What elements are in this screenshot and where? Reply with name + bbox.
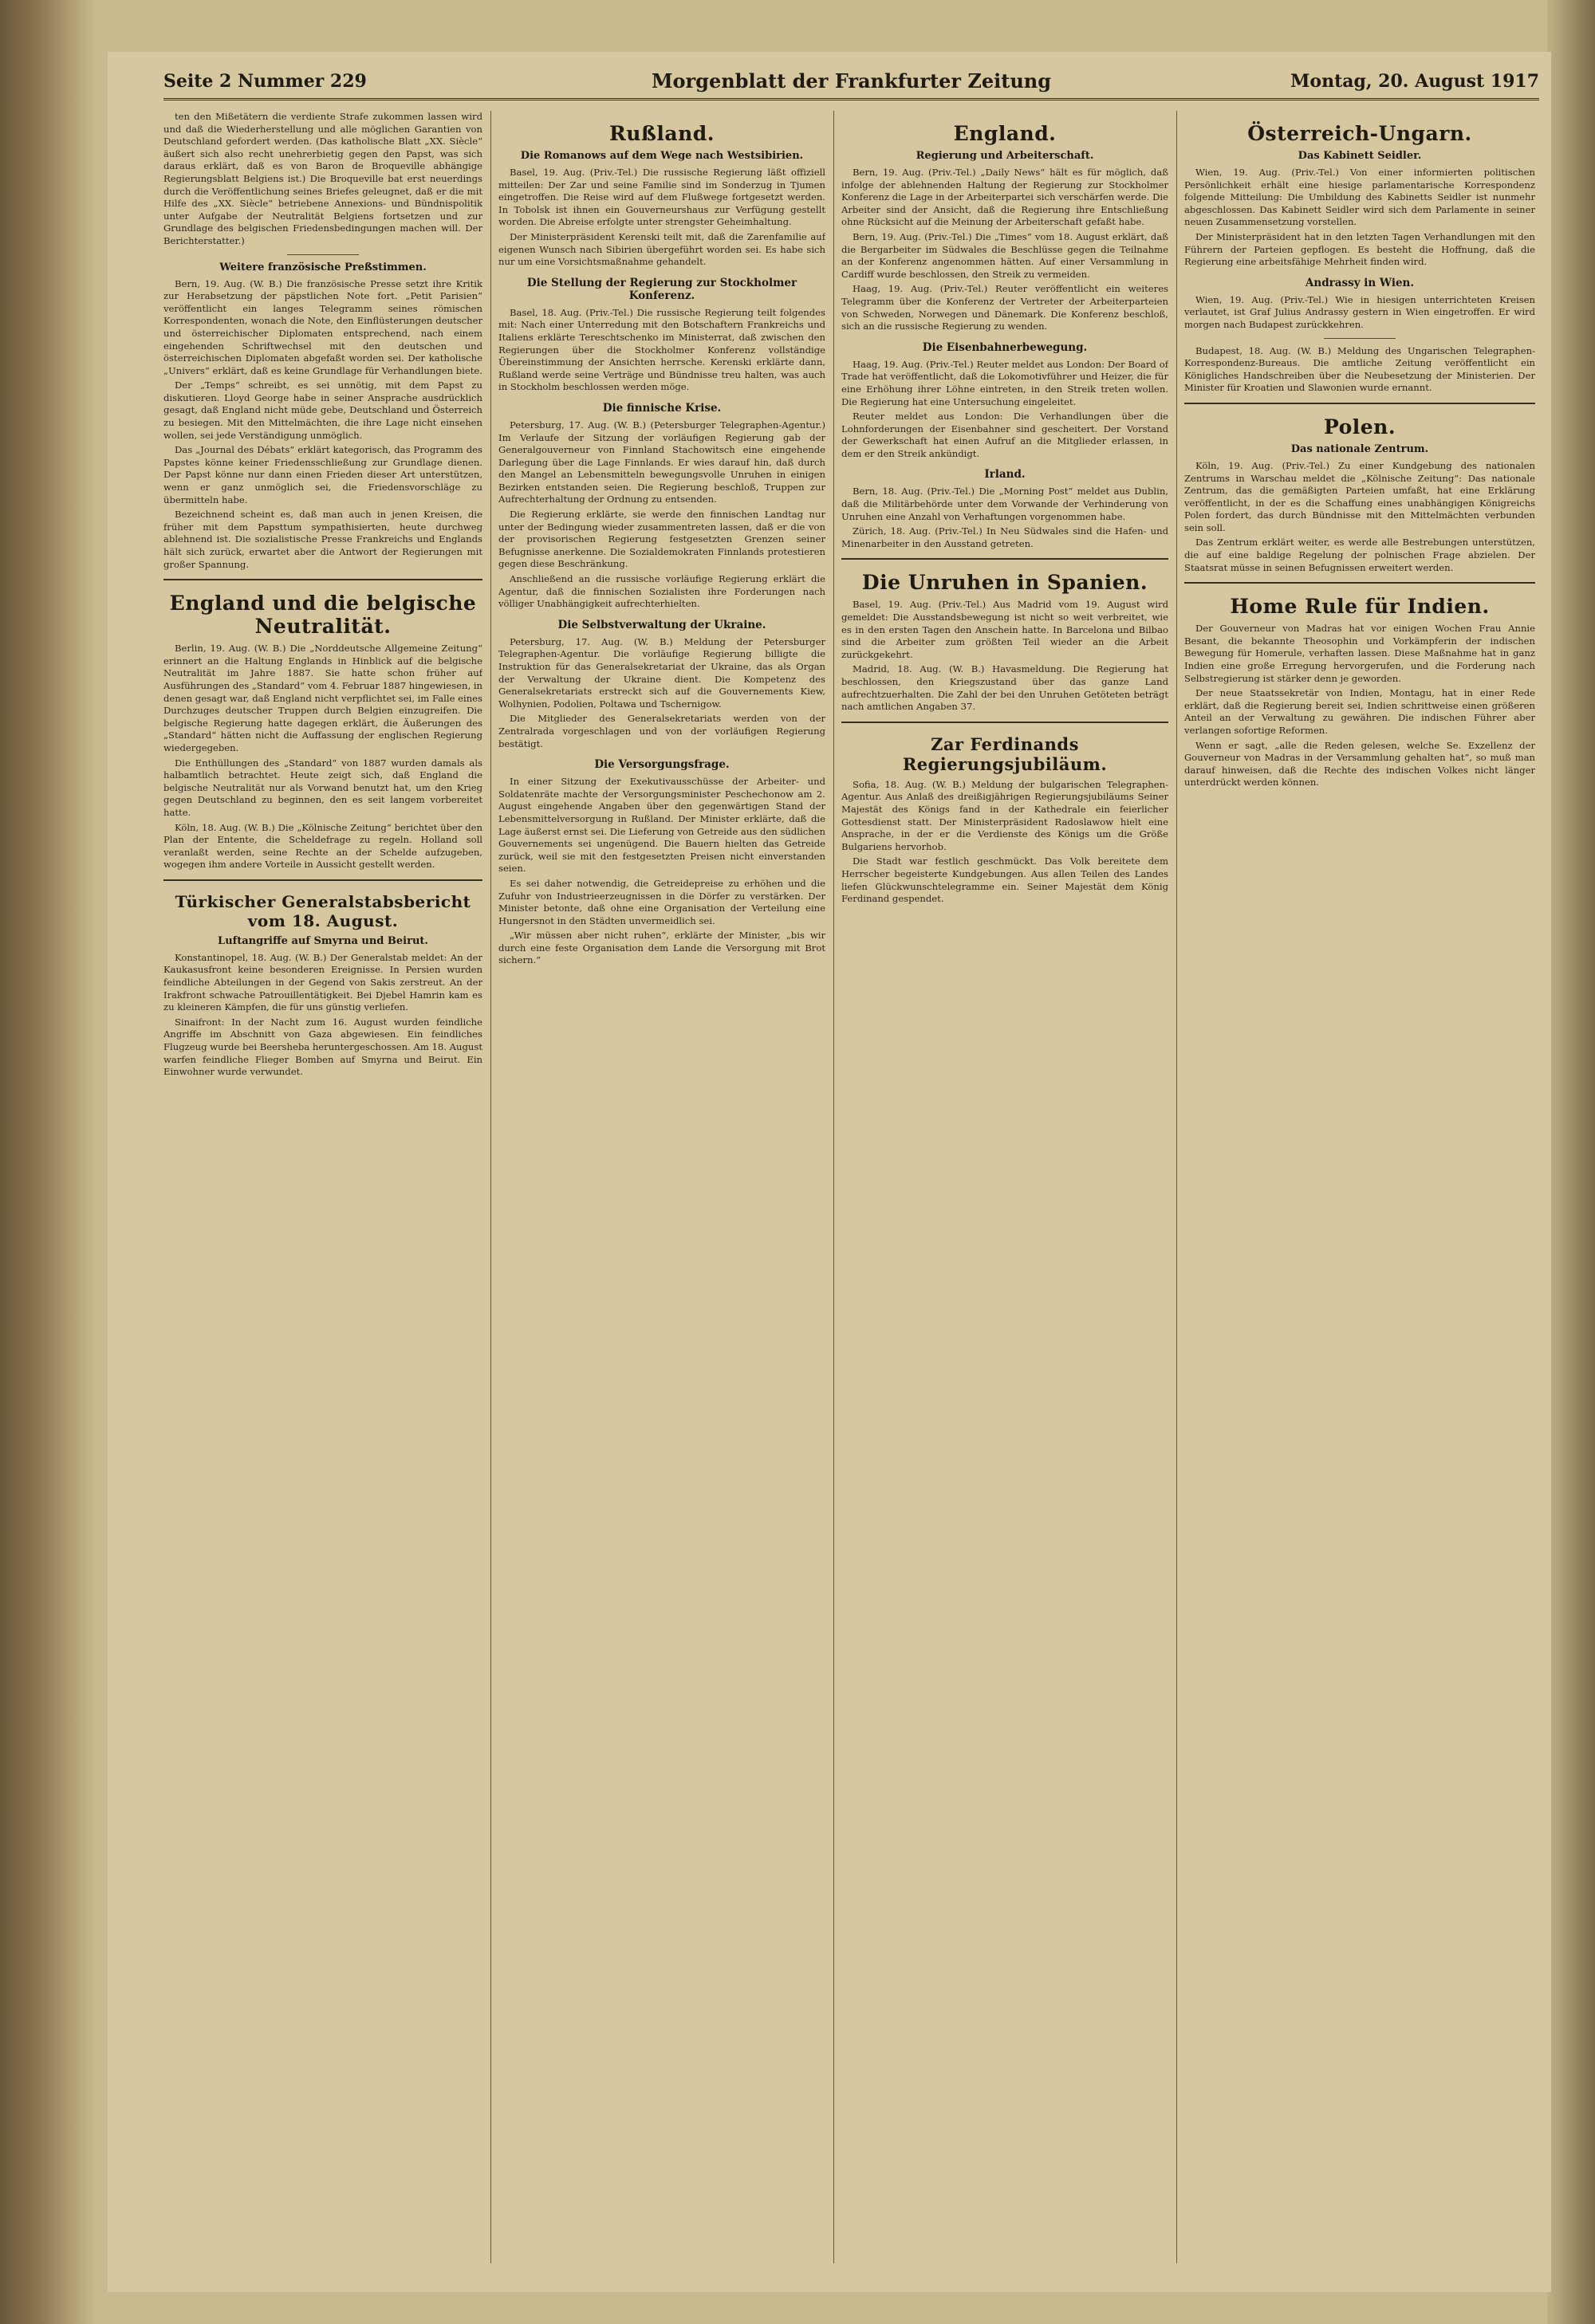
headline: Die Unruhen in Spanien. xyxy=(861,571,1148,595)
article-paragraph: Die Mitglieder des Generalsekretariats werden von der Zentralrada vorgeschlagen und von der vorläufigen Regierung bestätigt. xyxy=(498,713,825,749)
subheading: Weitere französische Preßstimmen. xyxy=(219,261,427,273)
article-paragraph: Zürich, 18. Aug. (Priv.-Tel.) In Neu Südwales sind die Hafen- und Minenarbeiter in den Ausstand getreten. xyxy=(841,525,1168,549)
section-rule xyxy=(841,558,1168,560)
article-paragraph: Reuter meldet aus London: Die Verhandlungen über die Lohnforderungen der Eisenbahner sind gescheitert. Der Vorstand der Gewerkschaft hat einen Aufruf an die Mitglieder erlassen, in dem er den Streik ankündigt. xyxy=(841,411,1168,459)
article-paragraph: Basel, 18. Aug. (Priv.-Tel.) Die russische Regierung teilt folgendes mit: Nach einer Unterredung mit den Botschaftern Frankreichs und Italiens erklärte Tereschtschenko im Ministerrat, daß zwischen den Regierungen über die Stockholmer Konferenz vollständige Übereinstimmung der Ansichten herrsche. Kerenski erklärte dann, Rußland werde seine Verträge und Bündnisse treu halten, was auch in Stockholm beschlossen werden möge. xyxy=(498,306,825,393)
headline: Zar Ferdinands Regierungsjubiläum. xyxy=(902,733,1108,774)
article-paragraph: ten den Mißetätern die verdiente Strafe zukommen lassen wird und daß die Wiederherstellung und alle möglichen Garantien von Deutschland gefordert werden. (Das katholische Blatt „XX. Siècle“ äußert sich also recht unehrerbietig gegen den Papst, was sich daraus erklärt, daß es von Baron de Broqueville abhängige Regierungsblatt Belgiens ist.) Die Broqueville bat erst neuerdings durch die Veröffentlichung seines Briefes geleugnet, daß er die mit Hilfe des „XX. Siècle“ betriebene Annexions- und Bündnispolitik unter Aufgabe der Neutralität Belgiens fortsetzen und zur Grundlage des belgischen Friedensbedingungen machen will. Der Berichterstatter.) xyxy=(163,111,482,246)
subheading: Luftangriffe auf Smyrna und Beirut. xyxy=(218,934,428,947)
subheading: Regierung und Arbeiterschaft. xyxy=(916,150,1094,162)
headline: England. xyxy=(953,122,1057,145)
article-paragraph: Budapest, 18. Aug. (W. B.) Meldung des Ungarischen Telegraphen-Korrespondenz-Bureaus. Die amtliche Zeitung veröffentlicht ein Königliches Handschreiben über die Neubesetzung der Ministerien. Der Minister für Kroatien und Slawonien wurde ernannt. xyxy=(1184,344,1535,394)
article-paragraph: Köln, 18. Aug. (W. B.) Die „Kölnische Zeitung“ berichtet über den Plan der Entente, die Scheldefrage zu regeln. Holland soll veranlaßt werden, seine Rechte an der Schelde aufzugeben, wogegen ihm andere Vorteile in Aussicht gestellt werden. xyxy=(163,821,482,871)
section-rule xyxy=(163,879,482,881)
article-paragraph: Madrid, 18. Aug. (W. B.) Havasmeldung. Die Regierung hat beschlossen, den Kriegszustand über das ganze Land aufrechtzuerhalten. Die Zahl der bei den Unruhen Getöteten beträgt nach amtlichen Angaben 37. xyxy=(841,663,1168,713)
headline: England und die belgische Neutralität. xyxy=(169,592,477,639)
article-paragraph: Sofia, 18. Aug. (W. B.) Meldung der bulgarischen Telegraphen-Agentur. Aus Anlaß des dreißigjährigen Regierungsjubiläums Seiner Majestät des Königs fand in der Kathedrale ein feierlicher Gottesdienst statt. Der Ministerpräsident Radoslawow hielt eine Ansprache, in der er die Verdienste des Königs um die Größe Bulgariens hervorhob. xyxy=(841,778,1168,852)
article-paragraph: In einer Sitzung der Exekutivausschüsse der Arbeiter- und Soldatenräte machte der Versorgungsminister Peschechonow am 2. August eingehende Angaben über den gegenwärtigen Stand der Lebensmittelversorgung in Rußland. Der Minister erklärte, daß die Lage äußerst ernst sei. Die Lieferung von Getreide aus den südlichen Gouvernements sei ungenügend. Die Bauern hielten das Getreide zurück, weil sie mit den festgesetzten Preisen nicht einverstanden seien. xyxy=(498,776,825,875)
headline: Österreich-Ungarn. xyxy=(1247,122,1472,145)
article-paragraph: Berlin, 19. Aug. (W. B.) Die „Norddeutsche Allgemeine Zeitung“ erinnert an die Haltung Englands in Hinblick auf die belgische Neutralität im Jahre 1887. Sie hatte schon früher auf Ausführungen des „Standard“ vom 4. Februar 1887 hingewiesen, in denen gesagt war, daß England nicht verpflichtet sei, im Falle eines Durchzuges deutscher Truppen durch Belgien einzugreifen. Die belgische Regierung hatte dagegen erklärt, die Äußerungen des „Standard“ hätten nicht die Auffassung der englischen Regierung wiedergegeben. xyxy=(163,643,482,753)
subheading: Die Stellung der Regierung zur Stockholmer Konferenz. xyxy=(526,276,798,302)
masthead: Morgenblatt der Frankfurter Zeitung xyxy=(651,69,1052,92)
article-paragraph: Die Regierung erklärte, sie werde den finnischen Landtag nur unter der Bedingung wieder zusammentreten lassen, daß er die von der provisorischen Regierung festgesetzten Grenzen seiner Befugnisse anerkenne. Die Sozialdemokraten Finnlands protestieren gegen diese Beschränkung. xyxy=(498,509,825,570)
article-paragraph: Die Enthüllungen des „Standard“ von 1887 wurden damals als halbamtlich betrachtet. Heute zeigt sich, daß England die belgische Neutralität nur als Vorwand benutzt hat, um den Krieg gegen Deutschland zu beginnen, den es seit langem vorbereitet hatte. xyxy=(163,757,482,818)
book-binding xyxy=(0,0,96,2324)
article-paragraph: Der neue Staatssekretär von Indien, Montagu, hat in einer Rede erklärt, daß die Regierung bereit sei, Indien schrittweise einen größeren Anteil an der Verwaltung zu gewähren. Die indischen Führer aber verlangen sofortige Reformen. xyxy=(1184,687,1535,736)
article-paragraph: Der Ministerpräsident hat in den letzten Tagen Verhandlungen mit den Führern der Parteien gepflogen. Es besteht die Hoffnung, daß die Regierung eine arbeitsfähige Mehrheit finden wird. xyxy=(1184,230,1535,268)
subheading: Die Romanows auf dem Wege nach Westsibirien. xyxy=(520,150,804,162)
article-paragraph: Wien, 19. Aug. (Priv.-Tel.) Von einer informierten politischen Persönlichkeit erhält eine hiesige parlamentarische Korrespondenz folgende Mitteilung: Die Umbildung des Kabinetts Seidler ist nunmehr abgeschlossen. Das Kabinett Seidler wird sich dem Parlamente in seiner neuen Zusammensetzung vorstellen. xyxy=(1184,167,1535,228)
subheading: Die Versorgungsfrage. xyxy=(594,758,730,772)
column-3 xyxy=(841,111,1168,908)
subheading: Die finnische Krise. xyxy=(602,401,722,415)
article-paragraph: Konstantinopel, 18. Aug. (W. B.) Der Generalstab meldet: An der Kaukasusfront keine besonderen Ereignisse. In Persien wurden feindliche Abteilungen in der Gegend von Sakis zerstreut. An der Irakfront schwache Patrouillentätigkeit. Bei Djebel Hamrin kam es zu kleineren Kämpfen, die für uns günstig verliefen. xyxy=(163,951,482,1013)
article-paragraph: Bern, 18. Aug. (Priv.-Tel.) Die „Morning Post“ meldet aus Dublin, daß die Militärbehörde unter dem Vorwande der Verhinderung von Unruhen eine Anzahl von Verhaftungen vorgenommen habe. xyxy=(841,486,1168,522)
article-paragraph: Haag, 19. Aug. (Priv.-Tel.) Reuter veröffentlicht ein weiteres Telegramm über die Konferenz der Vertreter der Arbeiterparteien von Schweden, Norwegen und Dänemark. Die Konferenz beschloß, sich an die russische Regierung zu wenden. xyxy=(841,283,1168,332)
subheading: Andrassy in Wien. xyxy=(1305,276,1415,289)
article-paragraph: Bern, 19. Aug. (Priv.-Tel.) Die „Times“ vom 18. August erklärt, daß die Bergarbeiter im Südwales die Beschlüsse gegen die Teilnahme an der Konferenz angenommen hätten. Auf einer Versammlung in Cardiff wurde beschlossen, den Streik zu vermeiden. xyxy=(841,230,1168,280)
headline: Türkischer Generalstabsbericht vom 18. August. xyxy=(175,891,471,930)
section-rule xyxy=(841,722,1168,723)
page-edge xyxy=(1547,0,1595,2324)
section-rule xyxy=(1184,403,1535,404)
article-paragraph: Köln, 19. Aug. (Priv.-Tel.) Zu einer Kundgebung des nationalen Zentrums in Warschau meldet die „Kölnische Zeitung“: Das nationale Zentrum, das die gemäßigten Parteien umfaßt, hat eine Erklärung veröffentlicht, in der es die Schaffung eines unabhängigen Königreichs Polen fordert, das durch Bündnisse mit den Mittelmächten verbunden sein soll. xyxy=(1184,459,1535,533)
article-paragraph: Bern, 19. Aug. (Priv.-Tel.) „Daily News“ hält es für möglich, daß infolge der ablehnenden Haltung der Regierung zur Stockholmer Konferenz die Lage in der Arbeiterpartei sich verschärfen werde. Die Arbeiter sind der Ansicht, daß die Regierung ihre Entschließung ohne Rücksicht auf die Meinung der Arbeiterschaft gefaßt habe. xyxy=(841,167,1168,228)
article-paragraph: Es sei daher notwendig, die Getreidepreise zu erhöhen und die Zufuhr von Industrieerzeugnissen in die Dörfer zu verstärken. Der Minister betonte, daß ohne eine Organisation der Verteilung eine Hungersnot in den Städten unvermeidlich sei. xyxy=(498,877,825,926)
article-paragraph: Anschließend an die russische vorläufige Regierung erklärt die Agentur, daß die finnischen Sozialisten ihre Forderungen nach völliger Unabhängigkeit aufrechterhielten. xyxy=(498,573,825,610)
article-paragraph: Das Zentrum erklärt weiter, es werde alle Bestrebungen unterstützen, die auf eine baldige Regelung der polnischen Frage abzielen. Der Staatsrat müsse in seinen Befugnissen erweitert werden. xyxy=(1184,537,1535,573)
article-paragraph: Basel, 19. Aug. (Priv.-Tel.) Die russische Regierung läßt offiziell mitteilen: Der Zar und seine Familie sind im Sonderzug in Tjumen eingetroffen. Die Reise wird auf dem Flußwege fortgesetzt werden. In Tobolsk ist ihnen ein Gouverneurshaus zur Verfügung gestellt worden. Die Abreise erfolgte unter strengster Geheimhaltung. xyxy=(498,167,825,228)
article-paragraph: Petersburg, 17. Aug. (W. B.) (Petersburger Telegraphen-Agentur.) Im Verlaufe der Sitzung der vorläufigen Regierung gab der Generalgouverneur von Finnland Stachowitsch eine eingehende Darlegung über die Lage Finnlands. Er wies darauf hin, daß durch den Mangel an Lebensmitteln bewegungsvolle Unruhen in einigen Bezirken entstanden seien. Die Regierung beschloß, Truppen zur Aufrechterhaltung der Ordnung zu entsenden. xyxy=(498,419,825,505)
column-4 xyxy=(1184,111,1535,792)
article-paragraph: Wenn er sagt, „alle die Reden gelesen, welche Se. Exzellenz der Gouverneur von Madras in der Versammlung gehalten hat“, so muß man darauf hinweisen, daß die Rechte des indischen Volkes nicht länger unterdrückt werden können. xyxy=(1184,739,1535,788)
section-rule xyxy=(163,579,482,580)
subheading: Das Kabinett Seidler. xyxy=(1298,150,1422,162)
headline: Polen. xyxy=(1323,415,1396,438)
article-paragraph: Wien, 19. Aug. (Priv.-Tel.) Wie in hiesigen unterrichteten Kreisen verlautet, ist Graf Julius Andrassy gestern in Wien eingetroffen. Er wird morgen nach Budapest zurückkehren. xyxy=(1184,293,1535,330)
column-2 xyxy=(498,111,825,969)
page-header xyxy=(163,66,1539,100)
subheading: Die Eisenbahnerbewegung. xyxy=(922,340,1088,354)
column-rule xyxy=(490,111,491,2263)
article-paragraph: Sinaifront: In der Nacht zum 16. August wurden feindliche Angriffe im Abschnitt von Gaza abgewiesen. Ein feindliches Flugzeug wurde bei Beersheba heruntergeschossen. Am 18. August warfen feindliche Flieger Bomben auf Smyrna und Beirut. Ein Einwohner wurde verwundet. xyxy=(163,1016,482,1078)
separator xyxy=(1324,338,1396,339)
article-paragraph: Der Ministerpräsident Kerenski teilt mit, daß die Zarenfamilie auf eigenen Wunsch nach Sibirien übergeführt worden sei. Es habe sich nur um eine Vorsichtsmaßnahme gehandelt. xyxy=(498,230,825,268)
article-paragraph: „Wir müssen aber nicht ruhen“, erklärte der Minister, „bis wir durch eine feste Organisation dem Lande die Versorgung mit Brot sichern.“ xyxy=(498,930,825,966)
column-rule xyxy=(833,111,834,2263)
article-paragraph: Bern, 19. Aug. (W. B.) Die französische Presse setzt ihre Kritik zur Herabsetzung der päpstlichen Note fort. „Petit Parisien“ veröffentlicht ein langes Telegramm seines römischen Korrespondenten, wonach die Note, den Einflüsterungen deutscher und österreichischer Diplomaten entsprechend, nach einem eingehenden Schriftwechsel mit den deutschen und österreichischen Diplomaten abgefaßt worden sei. Der katholische „Univers“ erklärt, daß es keine Grundlage für Verhandlungen biete. xyxy=(163,277,482,376)
issue-date: Montag, 20. August 1917 xyxy=(1290,71,1539,92)
column-1 xyxy=(163,111,482,1081)
article-paragraph: Der „Temps“ schreibt, es sei unnötig, mit dem Papst zu diskutieren. Lloyd George habe in seiner Ansprache ausdrücklich gesagt, daß England nicht müde gebe, Deutschland und Österreich zu besiegen. Mit den Mittelmächten, die ihre Lage nicht einsehen wollen, sei jede Verständigung unmöglich. xyxy=(163,379,482,441)
headline: Home Rule für Indien. xyxy=(1230,595,1490,619)
section-rule xyxy=(1184,582,1535,584)
article-paragraph: Der Gouverneur von Madras hat vor einigen Wochen Frau Annie Besant, die bekannte Theosophin und Vorkämpferin der indischen Bewegung für Homerule, verhaften lassen. Diese Maßnahme hat in ganz Indien eine große Erregung hervorgerufen, und die Forderung nach Selbstregierung ist stärker denn je geworden. xyxy=(1184,623,1535,684)
article-paragraph: Die Stadt war festlich geschmückt. Das Volk bereitete dem Herrscher begeisterte Kundgebungen. Aus allen Teilen des Landes liefen Glückwunschtelegramme ein. Seiner Majestät dem König Ferdinand gespendet. xyxy=(841,855,1168,905)
separator xyxy=(287,254,359,255)
headline: Rußland. xyxy=(608,122,715,145)
article-paragraph: Bezeichnend scheint es, daß man auch in jenen Kreisen, die früher mit dem Papsttum sympathisierten, heute durchweg ablehnend ist. Die sozialistische Presse Frankreichs und Englands hält sich zurück, erwartet aber die Antwort der Regierungen mit großer Spannung. xyxy=(163,509,482,570)
newspaper-page xyxy=(108,52,1551,2292)
subheading: Das nationale Zentrum. xyxy=(1290,442,1429,455)
page-number: Seite 2 Nummer 229 xyxy=(163,71,367,92)
column-rule xyxy=(1176,111,1177,2263)
subheading: Irland. xyxy=(984,468,1026,482)
article-paragraph: Petersburg, 17. Aug. (W. B.) Meldung der Petersburger Telegraphen-Agentur. Die vorläufige Regierung billigte die Instruktion für das Generalsekretariat der Ukraine, das als Organ der Verwaltung der Ukraine dient. Die Kompetenz des Generalsekretariats erstreckt sich auf die Gouvernements Kiew, Wolhynien, Podolien, Poltawa und Tschernigow. xyxy=(498,635,825,710)
article-paragraph: Haag, 19. Aug. (Priv.-Tel.) Reuter meldet aus London: Der Board of Trade hat veröffentlicht, daß die Lokomotivführer und Heizer, die für eine Erhöhung ihrer Löhne eintreten, in den Streik treten wollen. Die Regierung hat eine Untersuchung eingeleitet. xyxy=(841,358,1168,407)
article-paragraph: Basel, 19. Aug. (Priv.-Tel.) Aus Madrid vom 19. August wird gemeldet: Die Ausstandsbewegung ist nicht so weit verbreitet, wie es in den ersten Tagen den Anschein hatte. In Barcelona und Bilbao sind die Arbeiter zum größten Teil wieder an die Arbeit zurückgekehrt. xyxy=(841,599,1168,660)
subheading: Die Selbstverwaltung der Ukraine. xyxy=(557,618,766,631)
article-paragraph: Das „Journal des Débats“ erklärt kategorisch, das Programm des Papstes könne keiner Friedensschließung zur Grundlage dienen. Der Papst könne nur dann einen Frieden dieser Art unterstützen, wenn er ganz unmöglich sei, die Friedensvorschläge zu übermitteln habe. xyxy=(163,444,482,505)
